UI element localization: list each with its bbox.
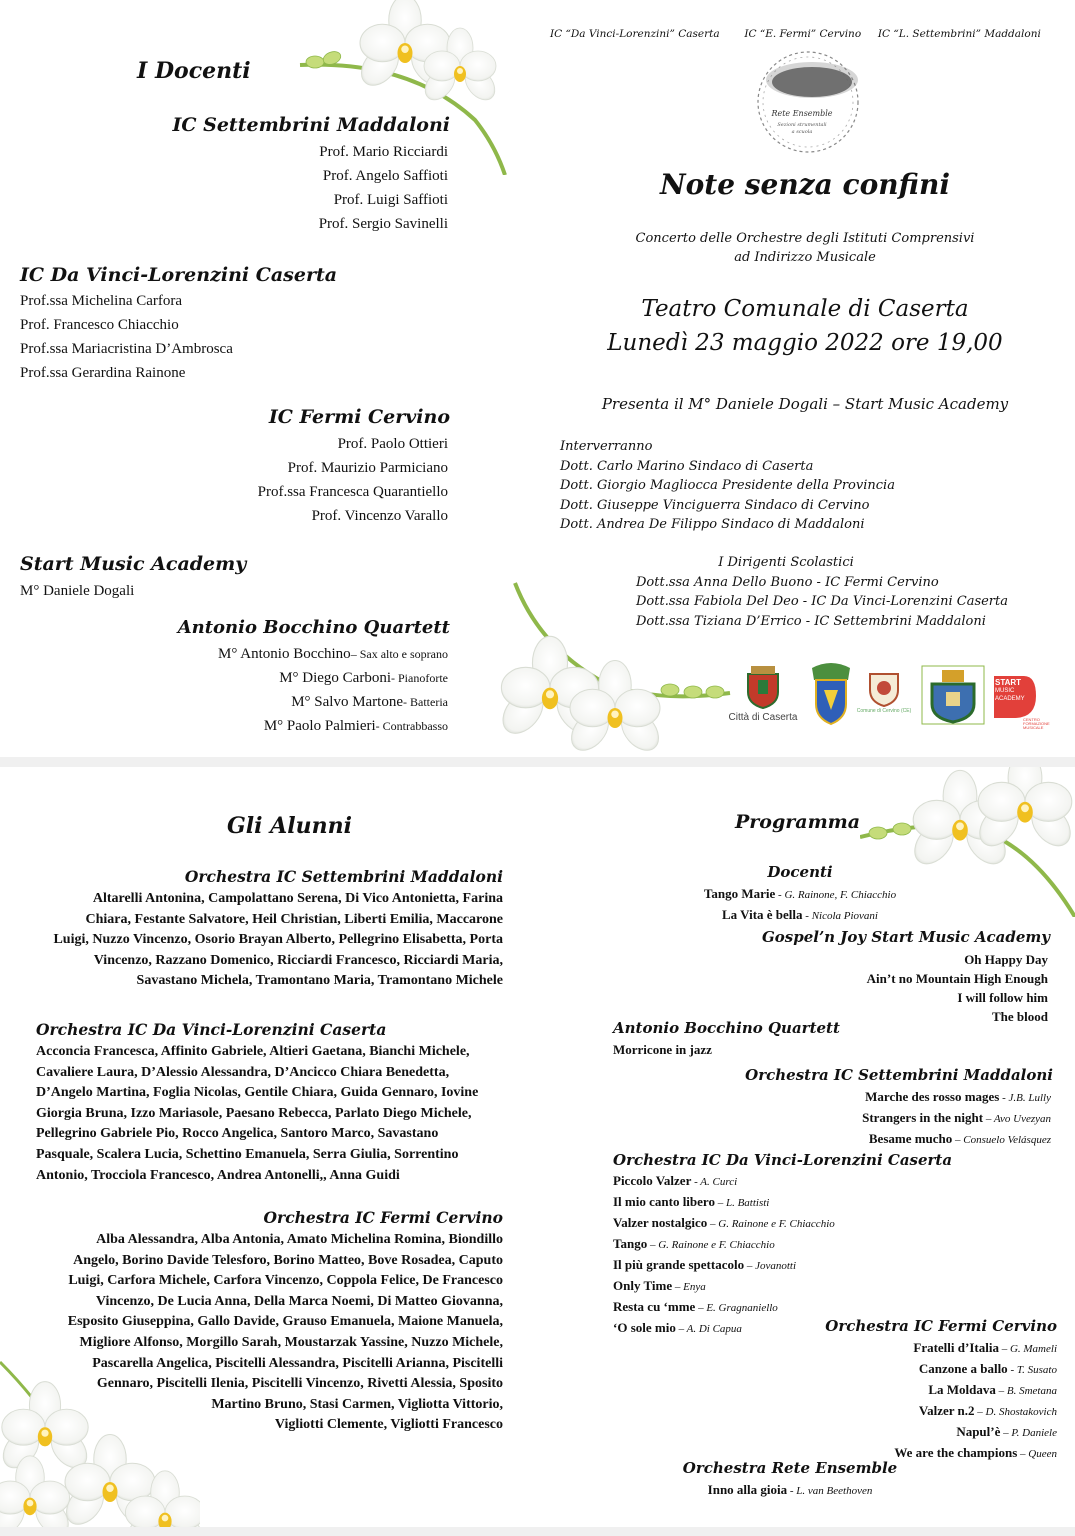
program-list (748, 950, 1048, 1026)
program-section-heading: Orchestra IC Fermi Cervino (825, 1317, 1057, 1335)
teacher-name: Prof.ssa Francesca Quarantiello (257, 484, 448, 500)
orchestra-heading: Orchestra IC Settembrini Maddaloni (184, 867, 503, 886)
concert-title: Note senza confini (660, 168, 950, 201)
program-item: Valzer n.2 – D. Shostakovich (918, 1403, 1057, 1418)
program-item: Canzone a ballo - T. Susato (918, 1361, 1057, 1376)
teacher-name: M° Daniele Dogali (20, 583, 135, 599)
quartet-members (118, 642, 448, 738)
teacher-name: Prof. Vincenzo Varallo (311, 508, 448, 524)
teacher-name: Prof.ssa Michelina Carfora (20, 293, 183, 309)
maddaloni-crest-icon (920, 664, 986, 726)
program-item: The blood (992, 1009, 1048, 1024)
program-list (751, 1087, 1051, 1150)
program-item: Besame mucho – Consuelo Velásquez (868, 1131, 1051, 1146)
program-section-heading: Antonio Bocchino Quartett (613, 1019, 840, 1037)
venue-date (560, 292, 1050, 360)
program-item: Marche des rosso mages - J.B. Lully (865, 1089, 1051, 1104)
speaker: Dott. Carlo Marino Sindaco di Caserta (560, 458, 814, 474)
speaker: Dott. Giorgio Magliocca Presidente della Provincia (560, 478, 895, 493)
program-item: Resta cu ‘mme – E. Gragnaniello (613, 1299, 778, 1314)
program-item: Fratelli d’Italia – G. Mameli (913, 1340, 1057, 1355)
program-item: Piccolo Valzer - A. Curci (613, 1173, 738, 1188)
principal: Dott.ssa Fabiola Del Deo - IC Da Vinci-Lorenzini Caserta (636, 594, 1008, 609)
program-section-heading: Orchestra IC Da Vinci-Lorenzini Caserta (613, 1151, 953, 1169)
program-item: I will follow him (957, 990, 1048, 1005)
presenter: Presenta il M° Daniele Dogali – Start Music Academy (601, 395, 1009, 413)
docenti-title: I Docenti (137, 58, 251, 84)
alunni-title: Gli Alunni (227, 813, 352, 839)
speaker: Dott. Andrea De Filippo Sindaco di Maddaloni (560, 517, 865, 532)
program-list (660, 884, 940, 926)
program-item: Il mio canto libero – L. Battisti (613, 1194, 770, 1209)
teacher-list (20, 289, 340, 385)
teacher-name: Prof. Sergio Savinelli (318, 216, 448, 232)
program-item: La Moldava – B. Smetana (928, 1382, 1057, 1397)
program-item: Morricone in jazz (613, 1042, 712, 1057)
program-item: Tango – G. Rainone e F. Chiacchio (613, 1236, 775, 1251)
provincia-crest-icon (808, 660, 854, 726)
program-section-heading: Docenti (767, 863, 833, 881)
program-section-heading: Gospel’n Joy Start Music Academy (761, 928, 1050, 946)
date: Lunedì 23 maggio 2022 ore 19,00 (607, 330, 1003, 356)
quartet-member: M° Antonio Bocchino– Sax alto e soprano (218, 646, 448, 662)
subtitle-line: Concerto delle Orchestre degli Istituti Comprensivi (635, 231, 975, 246)
program-list (757, 1338, 1057, 1464)
program-item: Strangers in the night – Avo Uvezyan (862, 1110, 1051, 1125)
program-item: Tango Marie - G. Rainone, F. Chiacchio (703, 886, 897, 901)
program-item: We are the champions – Queen (894, 1445, 1057, 1460)
teacher-name: Prof. Paolo Ottieri (337, 436, 448, 452)
principals-title: I Dirigenti Scolastici (718, 555, 854, 570)
schools-header (550, 28, 1050, 40)
school-heading: IC Fermi Cervino (268, 406, 450, 428)
quartet-heading: Antonio Bocchino Quartett (177, 617, 450, 638)
principal: Dott.ssa Tiziana D’Errico - IC Settembrini Maddaloni (636, 613, 986, 629)
teacher-name: Prof. Luigi Saffioti (333, 192, 448, 208)
student-list: Altarelli Antonina, Campolattano Serena, Di Vico Antonietta, Farina Chiara, Festante Salvatore, Heil Christian, Liberti Emilia, Maccarone Luigi, Nuzzo Vincenzo, Osorio Brayan Alberto, Pellegrino Elisabetta, Porta Vincenzo, Razzano Domenico, Ricciardi Francesco, Ricciardi Maria, Savastano Michela, Tramontano Maria, Tramontano Michele (53, 891, 503, 989)
logo-comune-cervino: Comune di Cervino (CE) (856, 668, 912, 724)
program-item: Ain’t no Mountain High Enough (866, 971, 1048, 986)
teacher-name: Prof. Maurizio Parmiciano (287, 460, 448, 476)
school-header-2: IC “E. Fermi” Cervino (744, 28, 862, 40)
teacher-name: Prof.ssa Gerardina Rainone (20, 365, 186, 381)
logo-start-music-academy: START MUSIC ACADEMY CENTRO FORMAZIONE MUSICALE (990, 672, 1046, 728)
speakers-title: Interverranno (560, 439, 653, 454)
quartet-member: M° Salvo Martone- Batteria (291, 694, 448, 710)
program-section-heading: Orchestra Rete Ensemble (682, 1459, 898, 1477)
logo-citta-caserta: Città di Caserta (720, 664, 806, 726)
programma-title: Programma (735, 811, 861, 833)
caserta-crest-icon (743, 664, 783, 710)
venue: Teatro Comunale di Caserta (641, 296, 969, 322)
school-header-1: IC “Da Vinci-Lorenzini” Caserta (550, 28, 720, 40)
teacher-list (148, 140, 448, 236)
program-item: Only Time – Enya (613, 1278, 706, 1293)
program-item: Oh Happy Day (964, 952, 1048, 967)
program-item: ‘O sole mio – A. Di Capua (613, 1320, 742, 1335)
teacher-name: Prof. Francesco Chiacchio (20, 317, 179, 333)
orchid-decoration-bottom (495, 578, 745, 756)
program-list (613, 1171, 933, 1339)
orchestra-heading: Orchestra IC Fermi Cervino (263, 1208, 503, 1227)
orchestra-heading: Orchestra IC Da Vinci-Lorenzini Caserta (36, 1020, 387, 1039)
invitation-front (0, 0, 1075, 757)
concert-subtitle (560, 229, 1050, 267)
school-heading: IC Da Vinci-Lorenzini Caserta (20, 264, 338, 286)
speaker: Dott. Giuseppe Vinciguerra Sindaco di Cervino (560, 497, 870, 513)
program-item: Il più grande spettacolo – Jovanotti (613, 1257, 797, 1272)
cervino-crest-icon (864, 668, 904, 708)
wreath-text: Rete Ensemble (771, 109, 833, 118)
subtitle-line: ad Indirizzo Musicale (734, 250, 876, 265)
quartet-member: M° Paolo Palmieri- Contrabbasso (263, 718, 448, 734)
invitation-inside (0, 767, 1075, 1527)
program-item: Inno alla gioia - L. van Beethoven (707, 1482, 873, 1497)
program-item: Valzer nostalgico – G. Rainone e F. Chiacchio (613, 1215, 835, 1230)
teacher-name: Prof. Mario Ricciardi (319, 144, 448, 160)
rete-ensemble-wreath-logo (752, 46, 864, 158)
program-section-heading: Orchestra IC Settembrini Maddaloni (745, 1066, 1053, 1084)
speakers (560, 437, 895, 535)
program-item: La Vita è bella - Nicola Piovani (722, 907, 878, 922)
teacher-name: Prof.ssa Mariacristina D’Ambrosca (20, 341, 233, 357)
teacher-name: Prof. Angelo Saffioti (322, 168, 448, 184)
wreath-text: Sezioni strumentali (777, 122, 827, 128)
student-list: Alba Alessandra, Alba Antonia, Amato Michelina Romina, Biondillo Angelo, Borino Davide Telesforo, Borino Matteo, Bove Rosadea, Caputo Luigi, Carfora Michele, Carfora Vincenzo, Coppola Felice, De Francesco Vincenzo, De Lucia Anna, Della Marca Noemi, Di Matteo Giovanna, Esposito Giuseppina, Gallo Davide, Grauso Emanuela, Maione Manuela, Migliore Alfonso, Morgillo Sarah, Moustarzak Yassine, Nuzzo Michele, Pascarella Angelica, Piscitelli Alessandra, Piscitelli Arianna, Piscitelli Gennaro, Piscitelli Ilenia, Piscitelli Vincenzo, Rivetti Alessia, Sposito Martino Bruno, Stasi Carmen, Vigliotta Vittorio, Vigliotti Clemente, Vigliotti Francesco (67, 1232, 503, 1433)
school-heading: IC Settembrini Maddaloni (172, 114, 450, 136)
school-header-3: IC “L. Settembrini” Maddaloni (877, 28, 1041, 40)
teacher-list (148, 432, 448, 528)
wreath-text: a scuola (791, 129, 813, 135)
school-heading: Start Music Academy (20, 553, 247, 575)
principal: Dott.ssa Anna Dello Buono - IC Fermi Cervino (636, 574, 939, 590)
student-list: Acconcia Francesca, Affinito Gabriele, Altieri Gaetana, Bianchi Michele, Cavaliere Laura, D’Alessio Alessandra, D’Ancicco Chiara Benedetta, D’Angelo Martina, Foglia Nicolas, Gentile Chiara, Guida Gennaro, Iovine Giorgia Bruna, Izzo Mariasole, Paesano Rebecca, Parlato Diego Michele, Pellegrino Gabriele Pio, Rocco Angelica, Santoro Marco, Savastano Pasquale, Scalera Lucia, Schettino Emanuela, Serra Giulia, Sorrentino Antonio, Trocciola Francesco, Andrea Antonelli,, Anna Guidi (36, 1044, 479, 1183)
quartet-member: M° Diego Carboni- Pianoforte (279, 670, 448, 686)
program-item: Napul’è – P. Daniele (956, 1424, 1057, 1439)
